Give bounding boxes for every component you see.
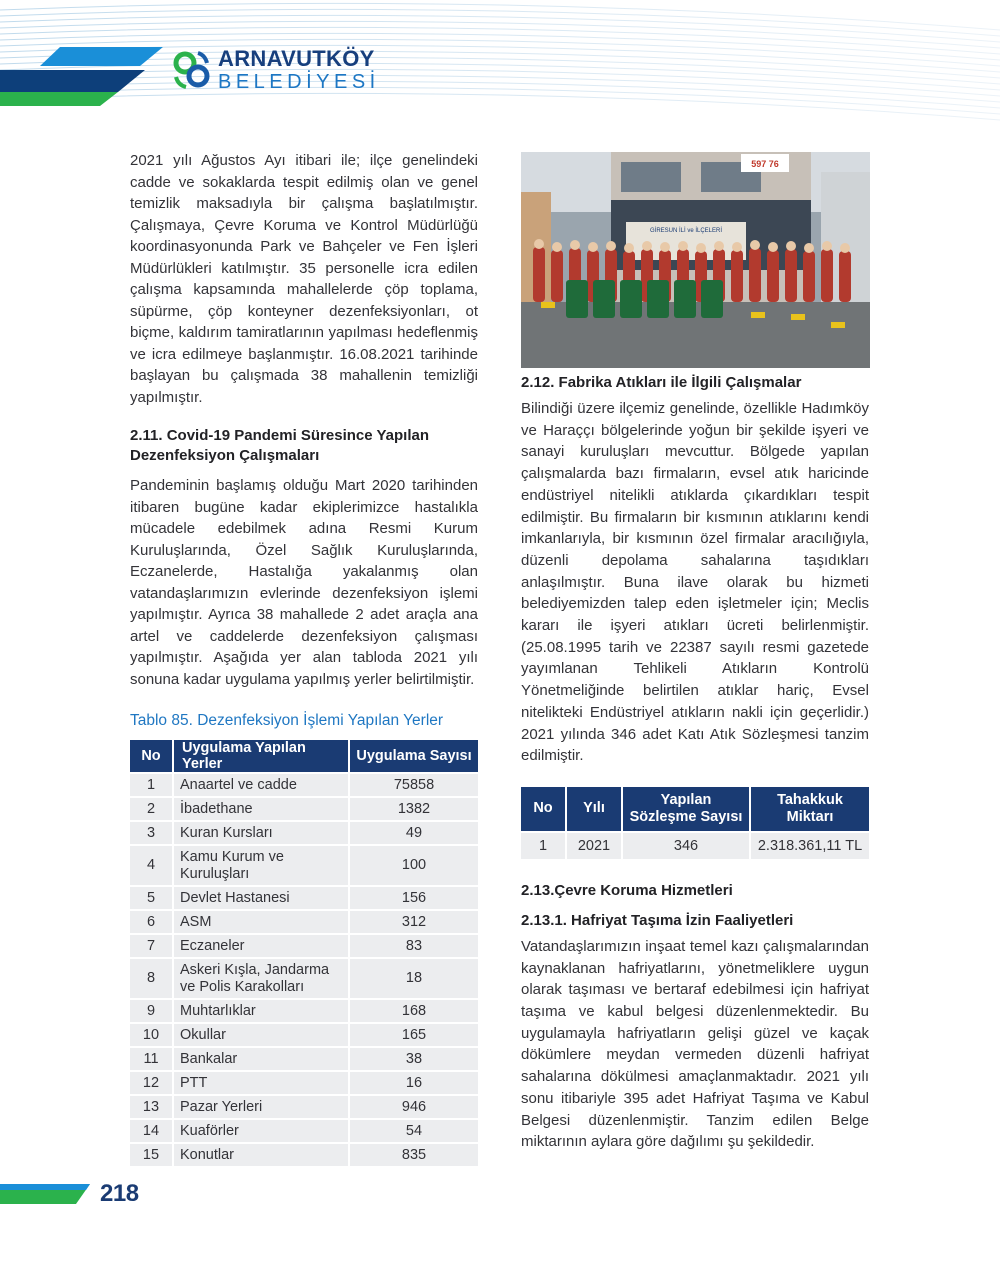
contracts-cell-amount: 2.318.361,11 TL [751,833,869,859]
cell-no: 2 [130,798,172,820]
disinfection-table [128,738,480,1168]
cleanup-team-photo [521,152,870,368]
contracts-col-year: Yılı [567,787,621,831]
contracts-cell-count: 346 [623,833,749,859]
section-2-13-1-title: 2.13.1. Hafriyat Taşıma İzin Faaliyetleri [521,911,794,929]
table-row [130,1048,478,1070]
table-row [130,887,478,909]
page-number: 218 [100,1180,139,1207]
cell-count: 75858 [350,774,478,796]
table-row [130,846,478,885]
contracts-header-row [521,787,869,831]
section-2-12-title: 2.12. Fabrika Atıkları ile İlgili Çalışmalar [521,374,802,391]
table-row [130,822,478,844]
table-row [130,1120,478,1142]
section-2-13-title: 2.13.Çevre Koruma Hizmetleri [521,881,733,899]
cell-no: 13 [130,1096,172,1118]
table-row [130,1000,478,1022]
header-wave-pattern [0,0,1000,122]
cell-place: Muhtarlıklar [174,1000,348,1022]
cell-count: 946 [350,1096,478,1118]
table-row [130,774,478,796]
cell-place: PTT [174,1072,348,1094]
section-2-12-paragraph: Bilindiği üzere ilçemiz genelinde, özellikle Hadımköy ve Haraççı bölgelerinde yoğun bir şekilde işyeri ve sanayi kuruluşları mevcuttur. Bölgede yapılan çalışmalarda bazı firmaların, evsel atık haricinde endüstriyel nitelikli atıklarda çıkardıkları tespit edilmiştir. Bu firmaların bir kısmının atıklarını kendi imkanlarıyla, bir kısmının özel firmalar aracılığıyla, düzenli depolama sahalarına taşıdıkları anlaşılmıştır. Buna ilave olarak bu hizmeti belediyemizden talep eden işletmeler için; Meclis kararı ile işyeri atıkları ücreti belirlenmiştir. (25.08.1995 tarih ve 22387 sayılı resmi gazetede yayımlanan Tehlikeli Atıkların Kontrolü Yönetmeliğinde belirtilen atıklar hariç, Evsel nitelikteki Endüstriyel atıkların nakli için geçerlidir.) 2021 yılında 346 adet Katı Atık Sözleşmesi tanzim edilmiştir. [521,400,869,765]
cell-count: 165 [350,1024,478,1046]
table-row [130,1072,478,1094]
cell-no: 4 [130,846,172,885]
contracts-cell-year: 2021 [567,833,621,859]
contracts-col-no: No [521,787,565,831]
cell-place: Devlet Hastanesi [174,887,348,909]
contracts-cell-no: 1 [521,833,565,859]
cell-place: Kuran Kursları [174,822,348,844]
table-85-caption: Tablo 85. Dezenfeksiyon İşlemi Yapılan Yerler [130,712,444,729]
table-row [130,911,478,933]
col-header-place: Uygulama Yapılan Yerler [174,740,348,772]
cell-count: 100 [350,846,478,885]
header-stripe-blue [40,47,163,66]
section-2-11-title: 2.11. Covid-19 Pandemi Süresince Yapılan Dezenfeksiyon Çalışmaları [130,427,430,464]
right-column [521,373,869,1153]
cell-place: ASM [174,911,348,933]
cell-count: 38 [350,1048,478,1070]
table-row [130,935,478,957]
cell-place: Pazar Yerleri [174,1096,348,1118]
section-2-11-paragraph: Pandeminin başlamış olduğu Mart 2020 tarihinden itibaren bugüne kadar ekiplerimizce hastalıkla mücadele edebilmek adına Resmi Kurum Kuruluşlarında, Özel Sağlık Kuruluşlarında, Eczanelerde, Hastalığa yakalanmış olan vatandaşlarımızın evlerinde dezenfeksiyon işlemi yapılmıştır. Ayrıca 38 mahallede 2 adet araçla ana artel ve caddelerde dezenfeksiyon çalışması yapılmıştır. Aşağıda yer alan tabloda 2021 yılı sonuna kadar uygulama yapılmış yerler belirtilmiştir. [130,477,478,688]
cell-count: 16 [350,1072,478,1094]
contracts-table [519,785,871,861]
photo-sign-text: GİRESUN İLİ ve İLÇELERİ [649,228,723,234]
col-header-count: Uygulama Sayısı [350,740,478,772]
cell-no: 1 [130,774,172,796]
contracts-col-amount: Tahakkuk Miktarı [751,787,869,831]
table-row [130,1144,478,1166]
section-2-13-1-paragraph: Vatandaşlarımızın inşaat temel kazı çalışmalarından kaynaklanan hafriyatlarını, yönetmeliklere uygun olarak taşıması ve bertaraf edebilmesi için hafriyat taşıma ve kabul belgesi düzenlenmektedir. Bu uygulamayla hafriyatların gelişi güzel ve kaçak dökümlere meydan vermeden düzenli hafriyat sahalarına dökülmesi amaçlanmaktadır. 2021 yılı sonu itibariyle 395 adet Hafriyat Taşıma ve Kabul Belgesi düzenlenmiştir. Tanzim edilen Belge miktarının aylara göre dağılımı şu şekildedir. [521,937,869,1151]
cell-no: 5 [130,887,172,909]
logo [172,48,380,92]
logo-subtitle: BELEDİYESİ [218,71,380,93]
cell-count: 54 [350,1120,478,1142]
cell-place: Kuaförler [174,1120,348,1142]
cell-count: 312 [350,911,478,933]
cell-count: 168 [350,1000,478,1022]
cell-place: İbadethane [174,798,348,820]
cell-no: 9 [130,1000,172,1022]
footer-stripe [0,1184,90,1204]
logo-mark-icon [172,49,212,91]
cell-count: 835 [350,1144,478,1166]
cell-place: Kamu Kurum ve Kuruluşları [174,846,348,885]
cell-no: 8 [130,959,172,998]
cell-no: 11 [130,1048,172,1070]
contracts-col-count: Yapılan Sözleşme Sayısı [623,787,749,831]
cell-no: 15 [130,1144,172,1166]
table-row [130,1096,478,1118]
cell-count: 49 [350,822,478,844]
page-header [0,0,1000,122]
cell-place: Okullar [174,1024,348,1046]
header-stripe-dark [0,70,145,92]
cell-place: Askeri Kışla, Jandarma ve Polis Karakolları [174,959,348,998]
cell-no: 3 [130,822,172,844]
cell-place: Bankalar [174,1048,348,1070]
cell-place: Anaartel ve cadde [174,774,348,796]
table-row [130,1024,478,1046]
cell-place: Konutlar [174,1144,348,1166]
logo-title: ARNAVUTKÖY [218,46,375,71]
left-column [130,150,478,1168]
cell-count: 156 [350,887,478,909]
photo-shop-phone-text: 597 76 [751,159,779,169]
table-header-row [130,740,478,772]
table-row [130,959,478,998]
table-row [130,798,478,820]
cell-no: 10 [130,1024,172,1046]
cell-count: 18 [350,959,478,998]
header-stripe-green [0,92,118,106]
intro-paragraph: 2021 yılı Ağustos Ayı itibari ile; ilçe genelindeki cadde ve sokaklarda tespit edilmiş olan ve genel temizlik maksadıyla bir çalışma başlatılmıştır. Çalışmaya, Çevre Koruma ve Kontrol Müdürlüğü koordinasyonunda Park ve Bahçeler ve Fen İşleri Müdürlükleri katılmıştır. 35 personelle icra edilen çalışma kapsamında mahallelerde çöp toplama, süpürme, çöp konteyner dezenfeksiyonları, ot biçme, kaldırım tamiratlarının yapılması hedeflenmiş ve icra edilmeye başlanmıştır. 16.08.2021 tarihinde başlayan bu çalışmada 38 mahallenin temizliği yapılmıştır. [130,152,478,406]
cell-place: Eczaneler [174,935,348,957]
col-header-no: No [130,740,172,772]
cell-no: 7 [130,935,172,957]
cell-count: 1382 [350,798,478,820]
cell-no: 12 [130,1072,172,1094]
cell-no: 14 [130,1120,172,1142]
cell-count: 83 [350,935,478,957]
cell-no: 6 [130,911,172,933]
contracts-row [521,833,869,859]
